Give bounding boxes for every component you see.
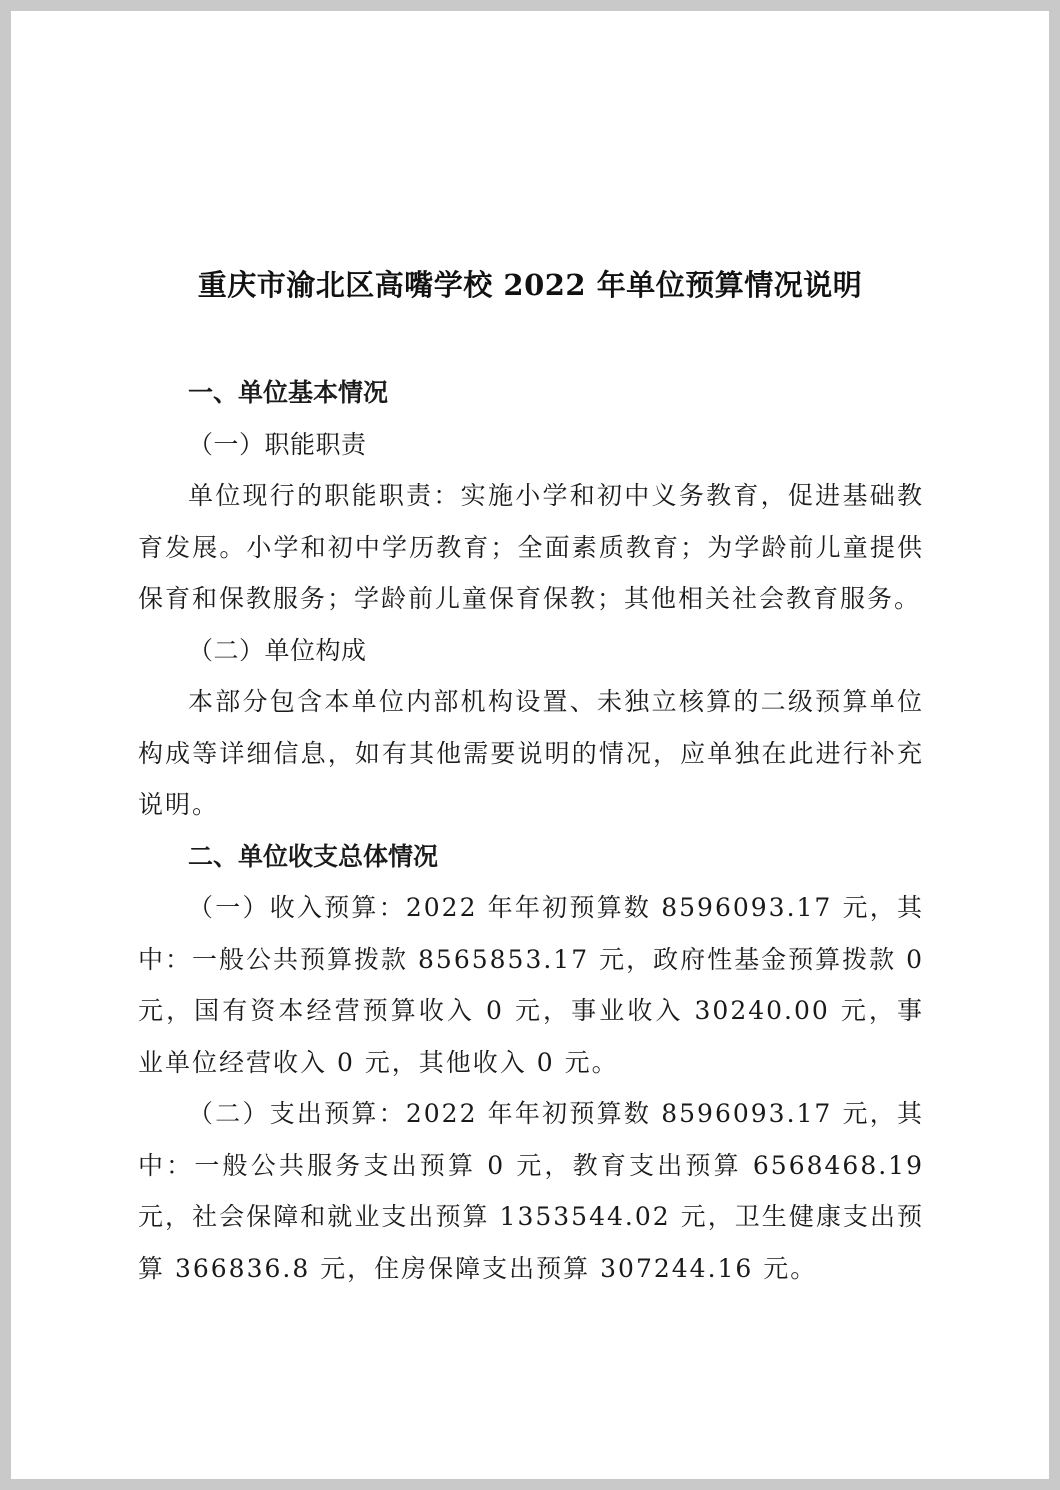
paragraph-composition: 本部分包含本单位内部机构设置、未独立核算的二级预算单位构成等详细信息，如有其他需要说明的情况，应单独在此进行补充说明。 — [138, 687, 924, 819]
paragraph-income-budget: （一）收入预算：2022 年年初预算数 8596093.17 元，其中：一般公共预算拨款 8565853.17 元，政府性基金预算拨款 0 元，国有资本经营预算收入 0 元，事业收入 30240.00 元，事业单位经营收入 0 元，其他收入 0 元。 — [138, 893, 924, 1077]
section-heading-budget-overview: 二、单位收支总体情况 — [188, 841, 439, 871]
section-heading-basic-info: 一、单位基本情况 — [188, 378, 389, 407]
document-page — [11, 11, 1049, 1479]
subsection-title-composition: （二）单位构成 — [188, 635, 367, 665]
paragraph-expenditure-budget: （二）支出预算：2022 年年初预算数 8596093.17 元，其中：一般公共服务支出预算 0 元，教育支出预算 6568468.19 元，社会保障和就业支出预算 1353544.02 元，卫生健康支出预算 366836.8 元，住房保障支出预算 307244.16 元。 — [138, 1099, 924, 1283]
document-title: 重庆市渝北区高嘴学校 2022 年单位预算情况说明 — [197, 268, 863, 302]
document-body — [138, 367, 924, 1294]
paragraph-duties: 单位现行的职能职责：实施小学和初中义务教育，促进基础教育发展。小学和初中学历教育；全面素质教育；为学龄前儿童提供保育和保教服务；学龄前儿童保育保教；其他相关社会教育服务。 — [138, 481, 924, 613]
subsection-title-duties: （一）职能职责 — [188, 429, 367, 459]
